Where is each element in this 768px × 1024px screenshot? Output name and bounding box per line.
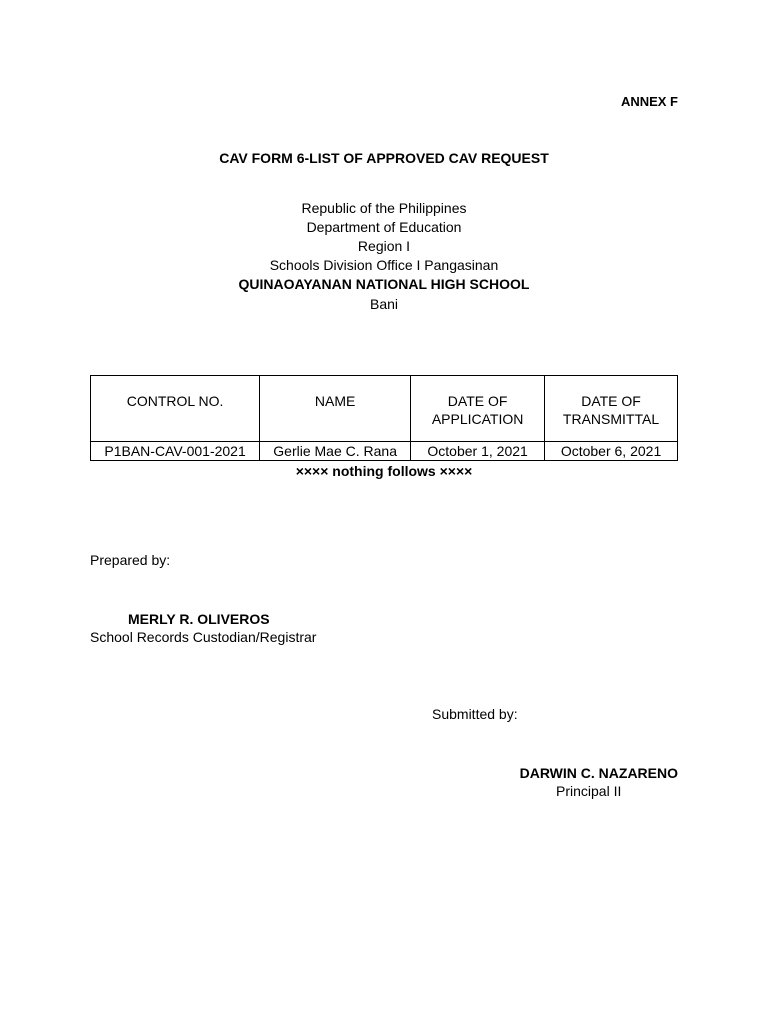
annex-label: ANNEX F — [620, 94, 678, 109]
prepared-by-role: School Records Custodian/Registrar — [90, 629, 317, 645]
header-region: Region I — [357, 238, 411, 254]
header-division: Schools Division Office I Pangasinan — [269, 257, 499, 273]
form-title: CAV FORM 6-LIST OF APPROVED CAV REQUEST — [219, 150, 549, 166]
column-header-control-no: CONTROL NO. — [91, 376, 260, 442]
submitted-by-name: DARWIN C. NAZARENO — [519, 765, 678, 781]
cell-date-of-application: October 1, 2021 — [411, 442, 545, 461]
table-row — [91, 442, 678, 461]
cell-name: Gerlie Mae C. Rana — [260, 442, 411, 461]
prepared-by-label: Prepared by: — [90, 552, 171, 568]
column-header-name: NAME — [260, 376, 411, 442]
nothing-follows-note: ×××× nothing follows ×××× — [295, 463, 473, 479]
school-town: Bani — [369, 296, 399, 312]
cell-control-no: P1BAN-CAV-001-2021 — [91, 442, 260, 461]
column-header-date-of-application: DATE OF APPLICATION — [411, 376, 545, 442]
school-name: QUINAOAYANAN NATIONAL HIGH SCHOOL — [238, 276, 530, 292]
cell-date-of-transmittal: October 6, 2021 — [545, 442, 678, 461]
column-header-date-of-transmittal: DATE OF TRANSMITTAL — [545, 376, 678, 442]
prepared-by-name: MERLY R. OLIVEROS — [128, 611, 270, 627]
header-republic: Republic of the Philippines — [301, 200, 467, 216]
submitted-by-role: Principal II — [556, 783, 622, 799]
approved-cav-table — [90, 375, 678, 461]
header-department: Department of Education — [306, 219, 462, 235]
submitted-by-label: Submitted by: — [432, 706, 518, 722]
table-header-row — [91, 376, 678, 442]
